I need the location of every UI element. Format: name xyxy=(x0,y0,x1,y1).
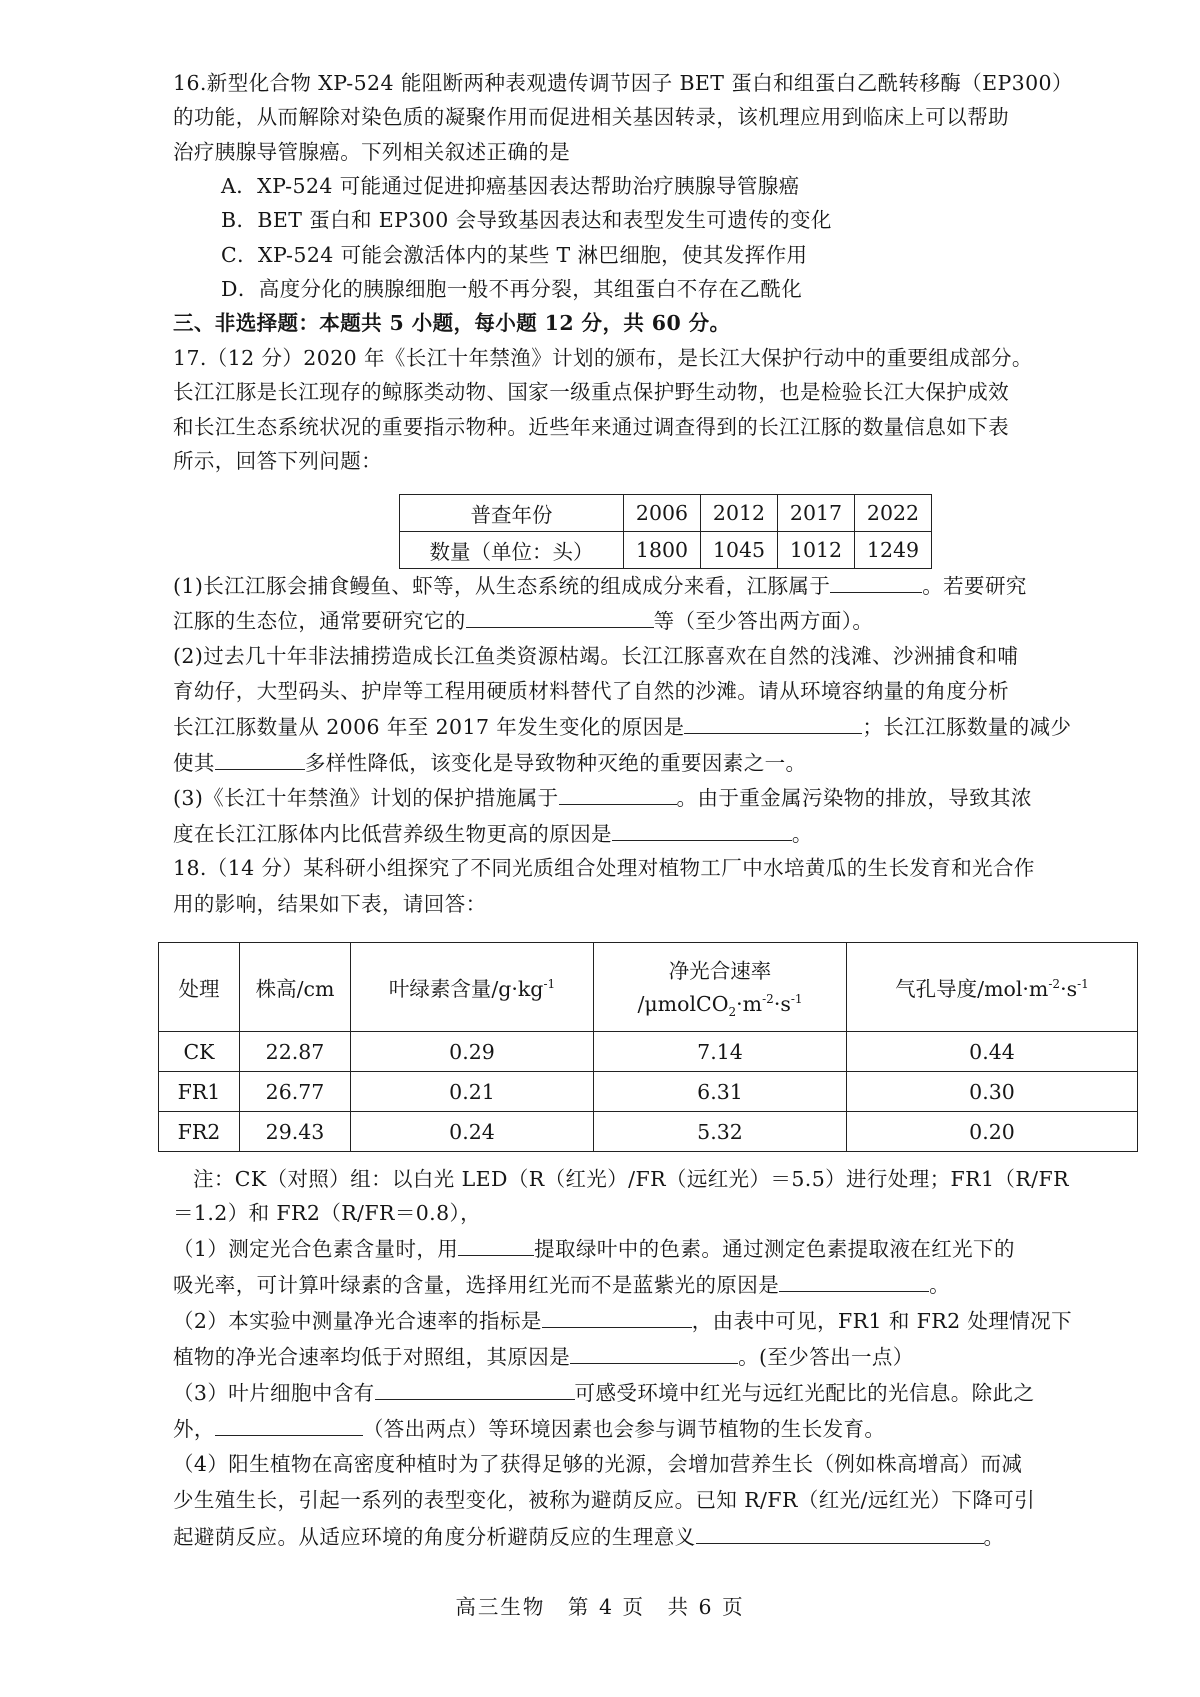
answer-blank[interactable] xyxy=(458,1233,534,1256)
page-footer: 高三生物 第 4 页 共 6 页 xyxy=(455,1595,745,1619)
q18-part-2-line-2: 植物的净光合速率均低于对照组，其原因是 。(至少答出一点） xyxy=(173,1341,914,1372)
answer-blank[interactable] xyxy=(696,1521,984,1544)
q17-count-cell: 1249 xyxy=(855,532,932,569)
q18-header-stomatal-conductance: 气孔导度$/mol\cdot m^{-2}\cdot s^{-1}$ xyxy=(847,943,1138,1032)
q17-count-label: 数量（单位：头） xyxy=(400,532,624,569)
q16-line-1: 16.新型化合物 XP-524 能阻断两种表观遗传调节因子 BET 蛋白和组蛋白乙酰转移酶（EP300） xyxy=(173,71,1073,95)
answer-blank[interactable] xyxy=(375,1377,575,1400)
q17-count-cell: 1045 xyxy=(701,532,778,569)
q17-part-2-line-3: 长江江豚数量从 2006 年至 2017 年发生变化的原因是 ；长江江豚数量的减少 xyxy=(173,711,1071,742)
q18-part-3-line-2: 外， （答出两点）等环境因素也会参与调节植物的生长发育。 xyxy=(173,1413,885,1444)
q18-header-chlorophyll: 叶绿素含量$/g\cdot kg^{-1}$ xyxy=(351,943,594,1032)
q17-line-3: 和长江生态系统状况的重要指示物种。近些年来通过调查得到的长江江豚的数量信息如下表 xyxy=(173,415,1009,439)
q17-line-4: 所示，回答下列问题： xyxy=(173,449,382,473)
q18-part-3-line-1: （3）叶片细胞中含有 可感受环境中红光与远红光配比的光信息。除此之 xyxy=(173,1377,1034,1408)
q18-line-1: 18.（14 分）某科研小组探究了不同光质组合处理对植物工厂中水培黄瓜的生长发育和光合作 xyxy=(173,856,1035,880)
q17-year-label: 普查年份 xyxy=(400,495,624,532)
answer-blank[interactable] xyxy=(559,782,677,805)
q16-option-a: A．XP-524 可能通过促进抑癌基因表达帮助治疗胰腺导管腺癌 xyxy=(221,174,800,198)
q16-option-d: D．高度分化的胰腺细胞一般不再分裂，其组蛋白不存在乙酰化 xyxy=(221,277,803,301)
q16-option-b: B．BET 蛋白和 EP300 会导致基因表达和表型发生可遗传的变化 xyxy=(221,208,832,232)
answer-blank[interactable] xyxy=(779,1269,929,1292)
answer-blank[interactable] xyxy=(570,1341,738,1364)
table-row: FR2 29.43 0.24 5.32 0.20 xyxy=(159,1112,1138,1152)
answer-blank[interactable] xyxy=(542,1305,692,1328)
q17-line-2: 长江江豚是长江现存的鲸豚类动物、国家一级重点保护野生动物，也是检验长江大保护成效 xyxy=(173,380,1009,404)
q17-part-1-line-2: 江豚的生态位，通常要研究它的 等（至少答出两方面）。 xyxy=(173,605,873,636)
q18-part-4-line-1: （4）阳生植物在高密度种植时为了获得足够的光源，会增加营养生长（例如株高增高）而减 xyxy=(173,1452,1023,1476)
q16-line-3: 治疗胰腺导管腺癌。下列相关叙述正确的是 xyxy=(173,140,571,164)
q16-option-c: C．XP-524 可能会激活体内的某些 T 淋巴细胞，使其发挥作用 xyxy=(221,243,808,267)
answer-blank[interactable] xyxy=(466,605,654,628)
q17-year-cell: 2006 xyxy=(624,495,701,532)
q17-count-cell: 1012 xyxy=(778,532,855,569)
q18-header-net-photosynthesis: 净光合速率 $/\mu molCO_2\cdot m^{-2}\cdot s^{-1}$ xyxy=(594,943,847,1032)
section-3-heading: 三、非选择题：本题共 5 小题，每小题 12 分，共 60 分。 xyxy=(173,311,731,335)
q17-part-2-line-1: (2)过去几十年非法捕捞造成长江鱼类资源枯竭。长江江豚喜欢在自然的浅滩、沙洲捕食和哺 xyxy=(173,644,1019,668)
q17-year-cell: 2012 xyxy=(701,495,778,532)
q18-part-1-line-1: （1）测定光合色素含量时，用 提取绿叶中的色素。通过测定色素提取液在红光下的 xyxy=(173,1233,1015,1264)
table-row: FR1 26.77 0.21 6.31 0.30 xyxy=(159,1072,1138,1112)
q18-part-4-line-2: 少生殖生长，引起一系列的表型变化，被称为避荫反应。已知 R/FR（红光/远红光）下降可引 xyxy=(173,1488,1036,1512)
q17-line-1: 17.（12 分）2020 年《长江十年禁渔》计划的颁布，是长江大保护行动中的重要组成部分。 xyxy=(173,346,1033,370)
answer-blank[interactable] xyxy=(684,711,862,734)
answer-blank[interactable] xyxy=(612,818,792,841)
table-row: CK 22.87 0.29 7.14 0.44 xyxy=(159,1032,1138,1072)
q18-line-2: 用的影响，结果如下表，请回答： xyxy=(173,892,487,916)
answer-blank[interactable] xyxy=(215,1413,363,1436)
answer-blank[interactable] xyxy=(830,570,922,593)
q17-year-cell: 2022 xyxy=(855,495,932,532)
q18-part-2-line-1: （2）本实验中测量净光合速率的指标是 ，由表中可见，FR1 和 FR2 处理情况下 xyxy=(173,1305,1072,1336)
q17-population-table xyxy=(399,494,932,569)
q18-results-table xyxy=(158,942,1138,1152)
q17-year-cell: 2017 xyxy=(778,495,855,532)
q18-note-line-2: ＝1.2）和 FR2（R/FR＝0.8）， xyxy=(173,1201,482,1225)
q18-header-treatment: 处理 xyxy=(159,943,240,1032)
q18-part-4-line-3: 起避荫反应。从适应环境的角度分析避荫反应的生理意义 。 xyxy=(173,1521,1004,1552)
q16-line-2: 的功能，从而解除对染色质的凝聚作用而促进相关基因转录，该机理应用到临床上可以帮助 xyxy=(173,105,1009,129)
q17-part-2-line-4: 使其 多样性降低，该变化是导致物种灭绝的重要因素之一。 xyxy=(173,747,806,778)
q17-part-1-line-1: (1)长江江豚会捕食鳗鱼、虾等，从生态系统的组成成分来看，江豚属于 。若要研究 xyxy=(173,570,1027,601)
q17-part-2-line-2: 育幼仔，大型码头、护岸等工程用硬质材料替代了自然的沙滩。请从环境容纳量的角度分析 xyxy=(173,679,1009,703)
q18-header-height: 株高/cm xyxy=(240,943,351,1032)
q17-part-3-line-2: 度在长江江豚体内比低营养级生物更高的原因是 。 xyxy=(173,818,813,849)
q17-count-cell: 1800 xyxy=(624,532,701,569)
q18-note-line-1: 注：CK（对照）组：以白光 LED（R（红光）/FR（远红光）＝5.5）进行处理；FR1（R/FR xyxy=(193,1167,1069,1191)
answer-blank[interactable] xyxy=(215,747,305,770)
q18-part-1-line-2: 吸光率，可计算叶绿素的含量，选择用红光而不是蓝紫光的原因是 。 xyxy=(173,1269,950,1300)
q17-part-3-line-1: (3)《长江十年禁渔》计划的保护措施属于 。由于重金属污染物的排放，导致其浓 xyxy=(173,782,1032,813)
